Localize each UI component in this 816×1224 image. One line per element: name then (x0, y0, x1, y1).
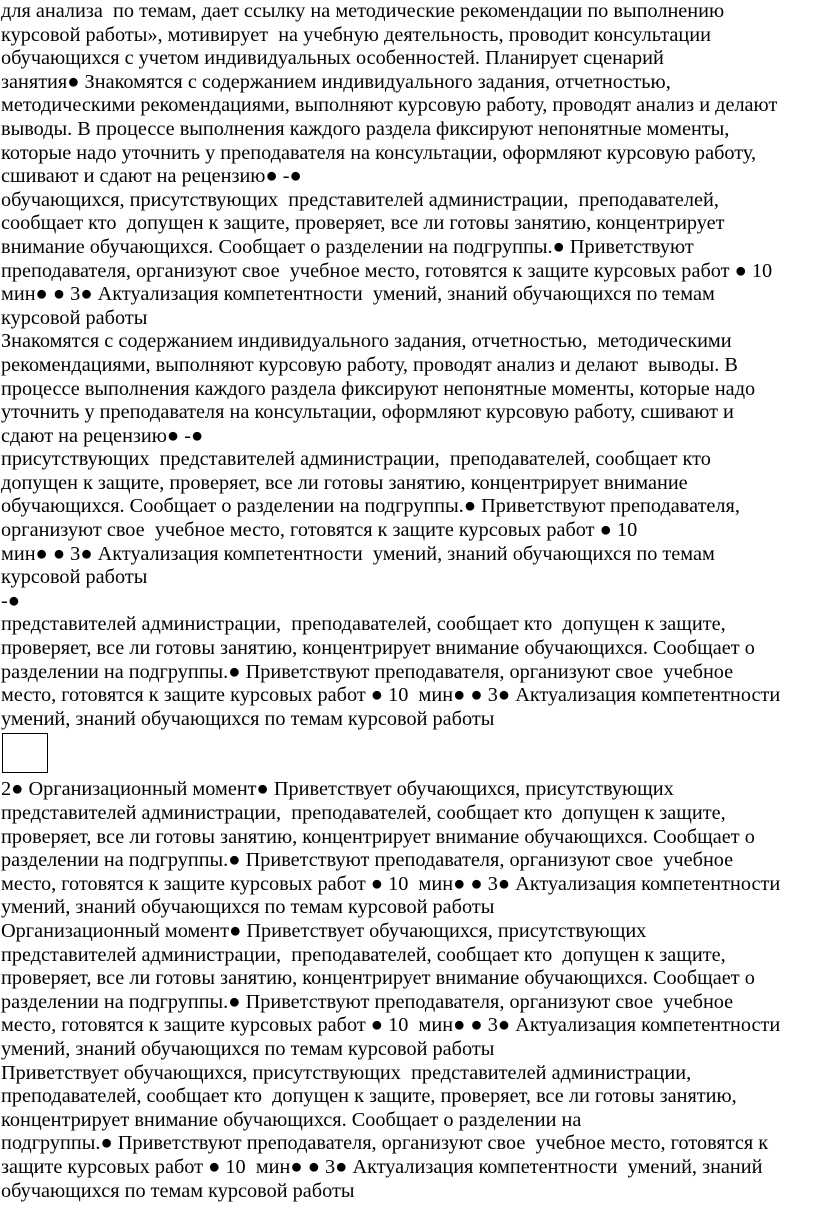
text-line: выводы. В процессе выполнения каждого раздела фиксируют непонятные моменты, (1, 117, 730, 140)
text-line: сшивают и сдают на рецензию● -● (1, 165, 302, 188)
text-line: внимание обучающихся. Сообщает о разделении на подгруппы.● Приветствуют (1, 235, 694, 258)
text-line: разделении на подгруппы.● Приветствуют преподавателя, организуют свое учебное (1, 660, 734, 683)
text-line: для анализа по темам, дает ссылку на методические рекомендации по выполнению (1, 0, 725, 22)
text-line: курсовой работы (1, 566, 148, 589)
text-line: курсовой работы», мотивирует на учебную деятельность, проводит консультации (1, 23, 711, 46)
text-line: проверяет, все ли готовы занятию, концентрирует внимание обучающихся. Сообщает о (1, 825, 755, 848)
text-line: место, готовятся к защите курсовых работ ● 10 мин● ● 3● Актуализация компетентности (1, 1014, 781, 1037)
text-line: проверяет, все ли готовы занятию, концентрирует внимание обучающихся. Сообщает о (1, 637, 755, 660)
text-line: представителей администрации, преподавателей, сообщает кто допущен к защите, (1, 943, 726, 966)
text-line: 2● Организационный момент● Приветствует обучающихся, присутствующих (1, 778, 674, 801)
text-line: обучающихся по темам курсовой работы (1, 1179, 355, 1202)
text-line: рекомендациями, выполняют курсовую работу, проводят анализ и делают выводы. В (1, 353, 738, 376)
text-block-1 (1, 0, 811, 731)
text-line: разделении на подгруппы.● Приветствуют преподавателя, организуют свое учебное (1, 849, 734, 872)
text-line: представителей администрации, преподавателей, сообщает кто допущен к защите, (1, 613, 726, 636)
text-line: Приветствует обучающихся, присутствующих представителей администрации, (1, 1061, 692, 1084)
text-line: обучающихся, присутствующих представителей администрации, преподавателей, (1, 188, 719, 211)
text-line: мин● ● 3● Актуализация компетентности умений, знаний обучающихся по темам (1, 283, 715, 306)
text-line: место, готовятся к защите курсовых работ ● 10 мин● ● 3● Актуализация компетентности (1, 872, 781, 895)
empty-box (2, 733, 48, 773)
text-line: сообщает кто допущен к защите, проверяет, все ли готовы занятию, концентрирует (1, 212, 725, 235)
text-line: Организационный момент● Приветствует обучающихся, присутствующих (1, 919, 647, 942)
text-line: умений, знаний обучающихся по темам курсовой работы (1, 896, 495, 919)
text-line: преподавателя, организуют свое учебное место, готовятся к защите курсовых работ ● 10 (1, 259, 773, 282)
text-line: обучающихся с учетом индивидуальных особенностей. Планирует сценарий (1, 47, 664, 70)
text-line: разделении на подгруппы.● Приветствуют преподавателя, организуют свое учебное (1, 990, 734, 1013)
text-line: преподавателей, сообщает кто допущен к защите, проверяет, все ли готовы занятию, (1, 1085, 737, 1108)
text-line: проверяет, все ли готовы занятию, концентрирует внимание обучающихся. Сообщает о (1, 967, 755, 990)
text-block-2 (1, 778, 811, 1203)
text-line: сдают на рецензию● -● (1, 424, 204, 447)
text-line: занятия● Знакомятся с содержанием индивидуального задания, отчетностью, (1, 70, 671, 93)
text-line: защите курсовых работ ● 10 мин● ● 3● Актуализация компетентности умений, знаний (1, 1155, 763, 1178)
text-line: место, готовятся к защите курсовых работ ● 10 мин● ● 3● Актуализация компетентности (1, 684, 781, 707)
text-line: концентрирует внимание обучающихся. Сообщает о разделении на (1, 1108, 582, 1131)
text-line: организуют свое учебное место, готовятся к защите курсовых работ ● 10 (1, 519, 638, 542)
text-line: мин● ● 3● Актуализация компетентности умений, знаний обучающихся по темам (1, 542, 715, 565)
text-line: которые надо уточнить у преподавателя на консультации, оформляют курсовую работу, (1, 141, 757, 164)
text-line: умений, знаний обучающихся по темам курсовой работы (1, 1037, 495, 1060)
text-line: подгруппы.● Приветствуют преподавателя, организуют свое учебное место, готовятся к (1, 1132, 769, 1155)
text-line: курсовой работы (1, 306, 148, 329)
text-line: Знакомятся с содержанием индивидуального задания, отчетностью, методическими (1, 330, 732, 353)
text-line: умений, знаний обучающихся по темам курсовой работы (1, 707, 495, 730)
text-line: представителей администрации, преподавателей, сообщает кто допущен к защите, (1, 802, 726, 824)
text-line: присутствующих представителей администрации, преподавателей, сообщает кто (1, 448, 711, 471)
text-line: обучающихся. Сообщает о разделении на подгруппы.● Приветствуют преподавателя, (1, 495, 740, 518)
text-line: -● (1, 589, 21, 612)
text-line: уточнить у преподавателя на консультации, оформляют курсовую работу, сшивают и (1, 401, 734, 424)
text-line: процессе выполнения каждого раздела фиксируют непонятные моменты, которые надо (1, 377, 756, 400)
text-line: допущен к защите, проверяет, все ли готовы занятию, концентрирует внимание (1, 471, 688, 494)
text-line: методическими рекомендациями, выполняют курсовую работу, проводят анализ и делают (1, 94, 778, 117)
